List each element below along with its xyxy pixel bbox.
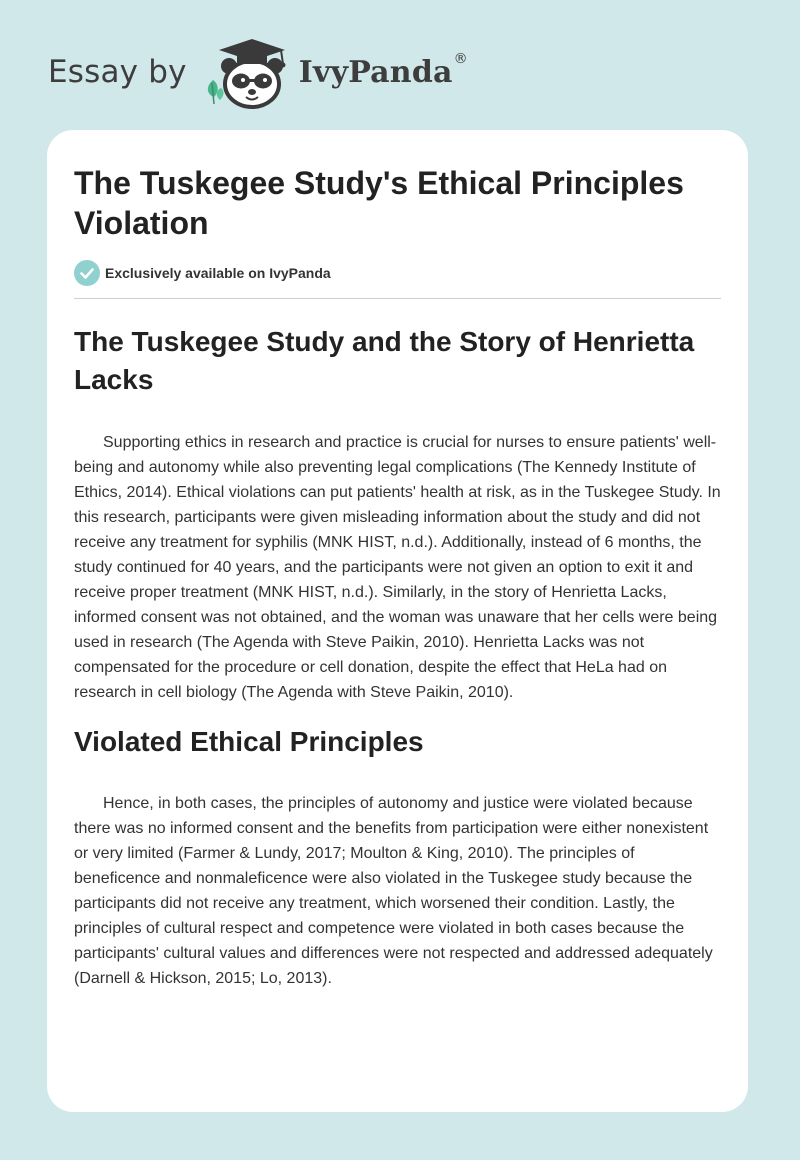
exclusive-badge [74, 259, 721, 287]
leaf-icon [208, 80, 224, 104]
registered-mark: ® [453, 51, 468, 67]
section-heading: The Tuskegee Study and the Story of Henrietta Lacks [74, 326, 695, 395]
panda-logo-icon [201, 34, 297, 110]
section-paragraph: Hence, in both cases, the principles of autonomy and justice were violated because there was no informed consent and the benefits from participation were either nonexistent or very limited (Farmer & Lundy, 2017; Moulton & King, 2010). The principles of beneficence and nonmaleficence were also violated in the Tuskegee study because the participants did not receive any treatment, which worsened their condition. Lastly, the principles of cultural respect and competence were violated in both cases because the participants' cultural values and differences were not respected and addressed adequately (Darnell & Hickson, 2015; Lo, 2013). [74, 795, 713, 987]
brand-prefix: Essay by [48, 54, 187, 90]
badge-label: Exclusively available on IvyPanda [105, 265, 331, 281]
check-circle-icon [74, 260, 100, 286]
brand-name: IvyPanda [298, 54, 453, 90]
divider [74, 298, 721, 299]
section-heading: Violated Ethical Principles [74, 726, 424, 757]
section-paragraph: Supporting ethics in research and practice is crucial for nurses to ensure patients' well-being and autonomy while also preventing legal complications (The Kennedy Institute of Ethics, 2014). Ethical violations can put patients' health at risk, as in the Tuskegee Study. In this research, participants were given misleading information about the study and did not receive any treatment for syphilis (MNK HIST, n.d.). Additionally, instead of 6 months, the study continued for 40 years, and the participants were not given an option to exit it and receive proper treatment (MNK HIST, n.d.). Similarly, in the story of Henrietta Lacks, informed consent was not obtained, and the woman was unaware that her cells were being used in research (The Agenda with Steve Paikin, 2010). Henrietta Lacks was not compensated for the procedure or cell donation, despite the effect that HeLa had on research in cell biology (The Agenda with Steve Paikin, 2010). [74, 434, 721, 701]
brand-header[interactable] [48, 34, 468, 110]
essay-title: The Tuskegee Study's Ethical Principles Violation [74, 165, 684, 241]
essay-card [47, 130, 748, 1112]
